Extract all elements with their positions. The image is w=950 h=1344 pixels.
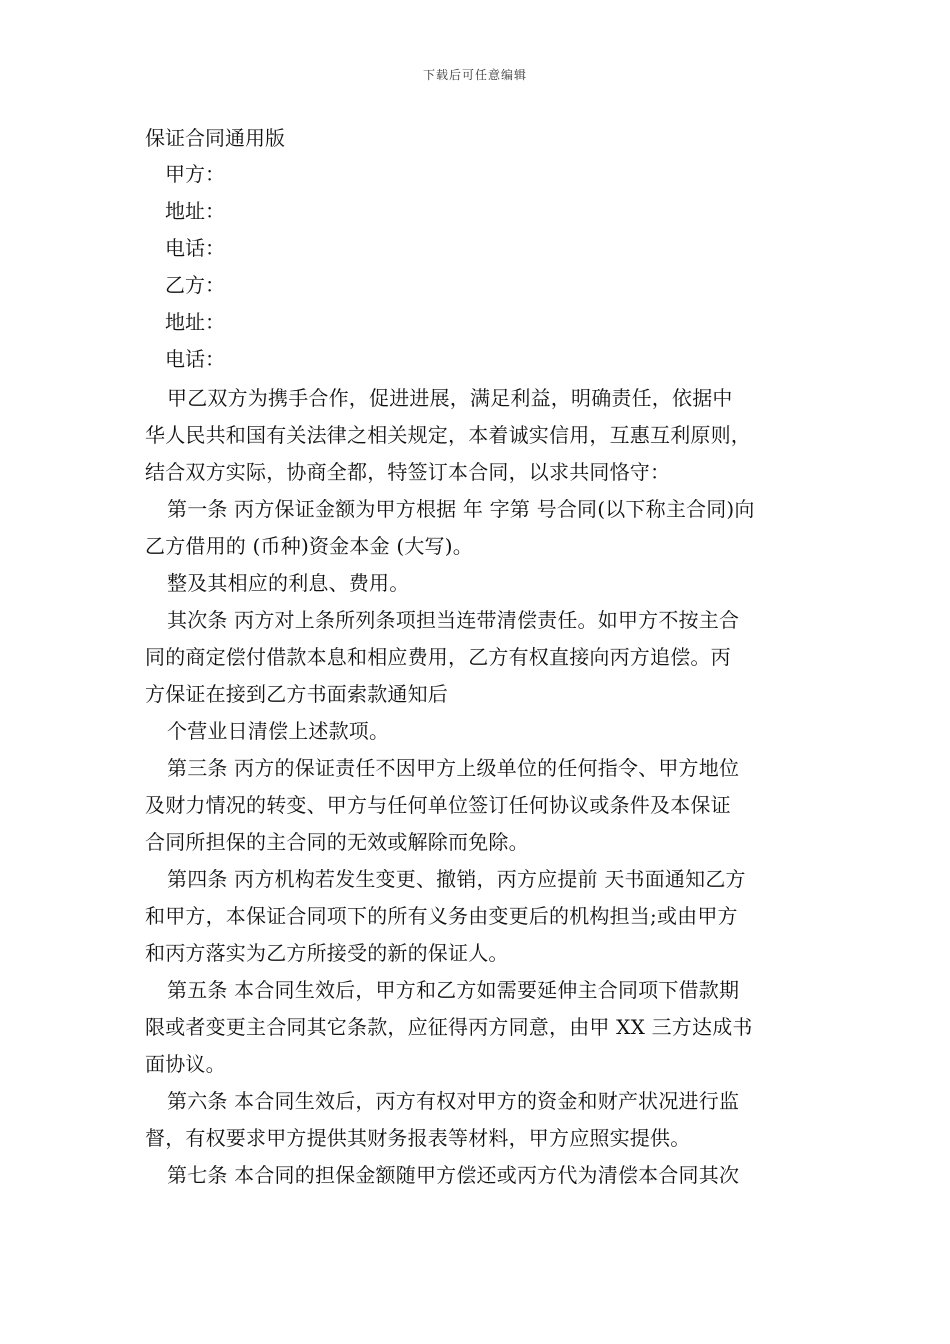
article-3-paragraph: 第三条 丙方的保证责任不因甲方上级单位的任何指令、甲方地位 及财力情况的转变、甲方与任何单位签订任何协议或条件及本保证 合同所担保的主合同的无效或解除而免除。 — [145, 756, 740, 854]
header-note: 下载后可任意编辑 — [422, 68, 527, 82]
party-a-phone-label: 电话： — [165, 236, 225, 260]
preamble-paragraph: 甲乙双方为携手合作，促进进展，满足利益，明确责任，依据中 华人民共和国有关法律之相关规定，本着诚实信用，互惠互利原则， 结合双方实际，协商全都，特签订本合同，以求共同恪守： — [145, 386, 751, 484]
party-b-label: 乙方： — [165, 273, 225, 297]
party-b-phone-label: 电话： — [165, 347, 225, 371]
contract-body — [145, 380, 810, 1194]
article-7-paragraph: 第七条 本合同的担保金额随甲方偿还或丙方代为清偿本合同其次 — [167, 1163, 740, 1187]
article-1-paragraph: 第一条 丙方保证金额为甲方根据 年 字第 号合同(以下称主合同)向 乙方借用的 (币种)资金本金 (大写)。 — [145, 497, 755, 558]
article-5-paragraph: 第五条 本合同生效后，甲方和乙方如需要延伸主合同项下借款期 限或者变更主合同其它条款，应征得丙方同意，由甲 XX 三方达成书 面协议。 — [145, 978, 753, 1076]
party-b-address-label: 地址： — [165, 310, 225, 334]
document-title: 保证合同通用版 — [145, 126, 285, 150]
article-4-paragraph: 第四条 丙方机构若发生变更、撤销，丙方应提前 天书面通知乙方 和甲方，本保证合同项下的所有义务由变更后的机构担当;或由甲方 和丙方落实为乙方所接受的新的保证人。 — [145, 867, 746, 965]
article-2-paragraph: 其次条 丙方对上条所列条项担当连带清偿责任。如甲方不按主合 同的商定偿付借款本息和相应费用，乙方有权直接向丙方追偿。丙 方保证在接到乙方书面索款通知后 — [145, 608, 740, 706]
party-a-label: 甲方： — [165, 162, 225, 186]
party-fields — [165, 160, 225, 382]
article-1-continuation: 整及其相应的利息、费用。 — [167, 571, 410, 595]
party-a-address-label: 地址： — [165, 199, 225, 223]
article-2-continuation: 个营业日清偿上述款项。 — [167, 719, 390, 743]
article-6-paragraph: 第六条 本合同生效后，丙方有权对甲方的资金和财产状况进行监 督，有权要求甲方提供其财务报表等材料，甲方应照实提供。 — [145, 1089, 740, 1150]
